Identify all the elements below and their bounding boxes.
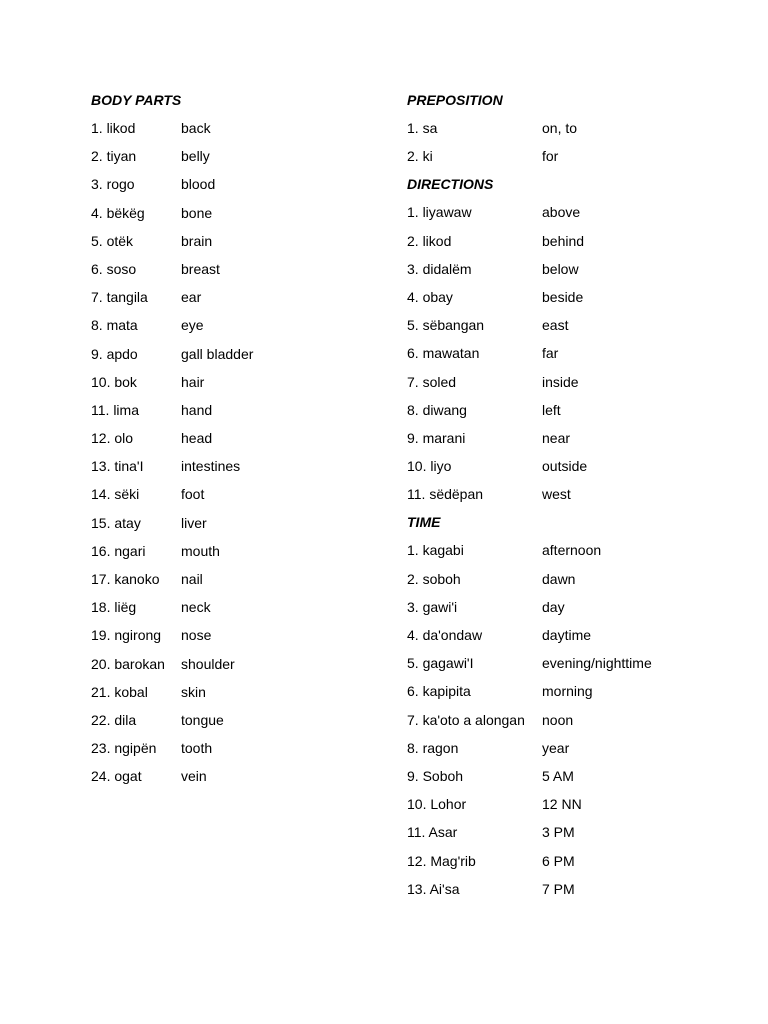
vocab-row [407,400,652,428]
vocab-row [91,738,253,766]
vocab-row [407,766,652,794]
vocab-meaning: tongue [181,711,224,728]
vocab-meaning: below [542,260,579,277]
vocab-row [91,513,253,541]
vocab-term: 22. dila [91,711,137,728]
vocab-row [407,259,652,287]
vocab-meaning: tooth [181,740,213,757]
vocab-term: 11. lima [91,401,139,418]
vocab-term: 9. apdo [91,345,138,362]
vocab-meaning: head [181,430,213,447]
vocab-meaning: foot [181,486,205,503]
vocab-term: 5. otëk [91,232,134,249]
vocab-meaning: on, to [542,120,578,136]
vocab-term: 2. likod [407,232,452,249]
vocab-meaning: belly [181,148,210,165]
vocab-meaning: shoulder [181,655,235,672]
vocab-meaning: day [542,598,565,615]
vocab-row [407,287,652,315]
vocab-row [91,372,253,400]
vocab-term: 7. soled [407,373,457,390]
vocab-meaning: daytime [542,627,592,643]
vocab-row [91,259,253,287]
vocab-row [407,540,652,568]
vocab-term: 4. da'ondaw [407,627,483,643]
vocab-meaning: for [542,148,559,165]
vocab-row [407,569,652,597]
vocab-row [91,569,253,597]
vocab-term: 20. barokan [91,655,165,672]
vocab-meaning: year [542,739,570,756]
section-directions [407,174,652,512]
vocab-row [91,484,253,512]
vocab-meaning: inside [542,373,579,390]
vocab-meaning: east [542,317,569,334]
vocab-row [407,681,652,709]
vocab-row [91,344,253,372]
vocab-row [407,202,652,230]
vocab-term: 2. soboh [407,570,461,587]
section-preposition [407,90,652,174]
vocab-meaning: brain [181,232,213,249]
vocab-term: 21. kobal [91,683,148,700]
vocab-meaning: above [542,204,581,221]
vocab-term: 18. liëg [91,599,137,616]
vocab-term: 4. obay [407,288,453,305]
vocab-meaning: near [542,429,571,446]
vocab-row [91,625,253,653]
section-time [407,512,652,906]
vocab-row [407,851,652,879]
vocab-row [91,400,253,428]
vocab-meaning: neck [181,599,211,616]
vocab-term: 4. bëkëg [91,204,145,221]
vocab-row [91,428,253,456]
vocab-row [91,315,253,343]
vocab-term: 1. kagabi [407,542,464,559]
section-heading-preposition: PREPOSITION [407,92,503,108]
vocab-meaning: left [542,401,561,418]
vocab-meaning: 3 PM [542,824,575,841]
section-heading-time: TIME [407,514,441,531]
vocab-row [91,174,253,202]
vocab-row [407,879,652,907]
vocab-meaning: vein [181,768,207,785]
vocab-meaning: west [542,486,571,503]
vocab-row [91,118,253,146]
vocab-row [407,118,652,146]
vocab-term: 11. sëdëpan [407,486,484,503]
vocab-meaning: liver [181,514,207,531]
vocab-row [407,794,652,822]
vocab-term: 12. olo [91,430,134,447]
vocab-row [407,315,652,343]
vocab-term: 8. ragon [407,739,459,756]
vocab-meaning: hair [181,373,205,390]
vocab-row [407,484,652,512]
preposition-list [407,118,652,174]
vocab-meaning: behind [542,232,585,249]
vocab-meaning: mouth [181,542,220,559]
vocab-row [91,710,253,738]
vocab-term: 19. ngirong [91,627,162,644]
vocab-row [91,456,253,484]
vocab-row [91,682,253,710]
vocab-term: 5. sëbangan [407,317,485,334]
vocab-row [91,766,253,794]
vocab-term: 12. Mag'rib [407,852,476,869]
vocab-term: 15. atay [91,514,141,531]
vocab-term: 3. rogo [91,176,135,193]
vocab-row [407,428,652,456]
vocab-term: 2. ki [407,148,433,165]
vocab-meaning: ear [181,289,202,306]
vocab-meaning: skin [181,683,206,700]
vocab-row [407,146,652,174]
vocab-meaning: afternoon [542,542,602,559]
vocab-meaning: far [542,345,559,362]
vocab-term: 10. liyo [407,458,452,475]
vocab-meaning: evening/nighttime [542,655,652,672]
vocab-term: 1. liyawaw [407,204,472,221]
vocab-term: 10. bok [91,373,137,390]
vocab-meaning: 7 PM [542,880,575,897]
vocab-term: 10. Lohor [407,796,467,813]
vocab-meaning: back [181,120,211,136]
vocab-term: 6. mawatan [407,345,480,362]
vocab-term: 23. ngipën [91,740,157,757]
vocab-row [91,231,253,259]
vocab-term: 3. gawi'i [407,598,458,615]
vocab-meaning: beside [542,288,584,305]
vocab-meaning: blood [181,176,216,193]
vocab-meaning: intestines [181,458,241,475]
vocab-meaning: noon [542,711,574,728]
vocab-row [91,203,253,231]
vocab-term: 1. sa [407,120,438,136]
vocab-row [91,146,253,174]
directions-list [407,202,652,512]
vocab-term: 3. didalëm [407,260,472,277]
vocab-term: 17. kanoko [91,571,160,587]
time-list [407,540,652,906]
vocab-term: 7. ka'oto a alongan [407,711,525,728]
section-heading-directions: DIRECTIONS [407,176,494,193]
vocab-row [407,597,652,625]
vocab-term: 1. likod [91,120,136,136]
right-column [407,90,652,907]
vocab-term: 5. gagawi'I [407,655,474,672]
vocab-term: 7. tangila [91,289,148,306]
vocab-meaning: nose [181,627,212,644]
vocab-row [407,372,652,400]
vocab-row [407,710,652,738]
vocab-term: 13. tina'I [91,458,144,475]
vocab-row [407,738,652,766]
vocab-term: 13. Ai'sa [407,880,460,897]
vocab-meaning: eye [181,317,204,334]
section-heading-body-parts: BODY PARTS [91,92,182,108]
vocab-term: 11. Asar [407,824,458,841]
left-column [91,90,253,795]
vocab-meaning: gall bladder [181,345,254,362]
vocab-term: 16. ngari [91,542,146,559]
vocab-term: 9. marani [407,429,466,446]
vocab-meaning: dawn [542,570,576,587]
vocab-row [407,456,652,484]
vocab-meaning: nail [181,571,203,587]
vocab-row [407,653,652,681]
vocab-meaning: 12 NN [542,796,582,813]
vocab-meaning: 6 PM [542,852,575,869]
vocab-term: 6. kapipita [407,683,471,700]
vocab-row [407,231,652,259]
section-body-parts [91,90,253,795]
vocab-term: 8. mata [91,317,138,334]
vocab-meaning: breast [181,260,220,277]
vocab-meaning: hand [181,401,213,418]
vocab-term: 2. tiyan [91,148,137,165]
vocab-row [407,343,652,371]
vocab-row [91,287,253,315]
vocab-term: 24. ogat [91,768,142,785]
vocab-row [407,822,652,850]
vocab-row [91,541,253,569]
vocab-row [91,597,253,625]
vocab-term: 8. diwang [407,401,467,418]
vocab-row [91,654,253,682]
vocab-meaning: outside [542,458,588,475]
vocab-meaning: morning [542,683,593,700]
vocab-term: 9. Soboh [407,767,464,784]
vocab-row [407,625,652,653]
vocab-term: 14. sëki [91,486,140,503]
vocab-meaning: bone [181,204,213,221]
vocab-meaning: 5 AM [542,767,574,784]
vocab-term: 6. soso [91,260,137,277]
body-parts-list [91,118,253,795]
